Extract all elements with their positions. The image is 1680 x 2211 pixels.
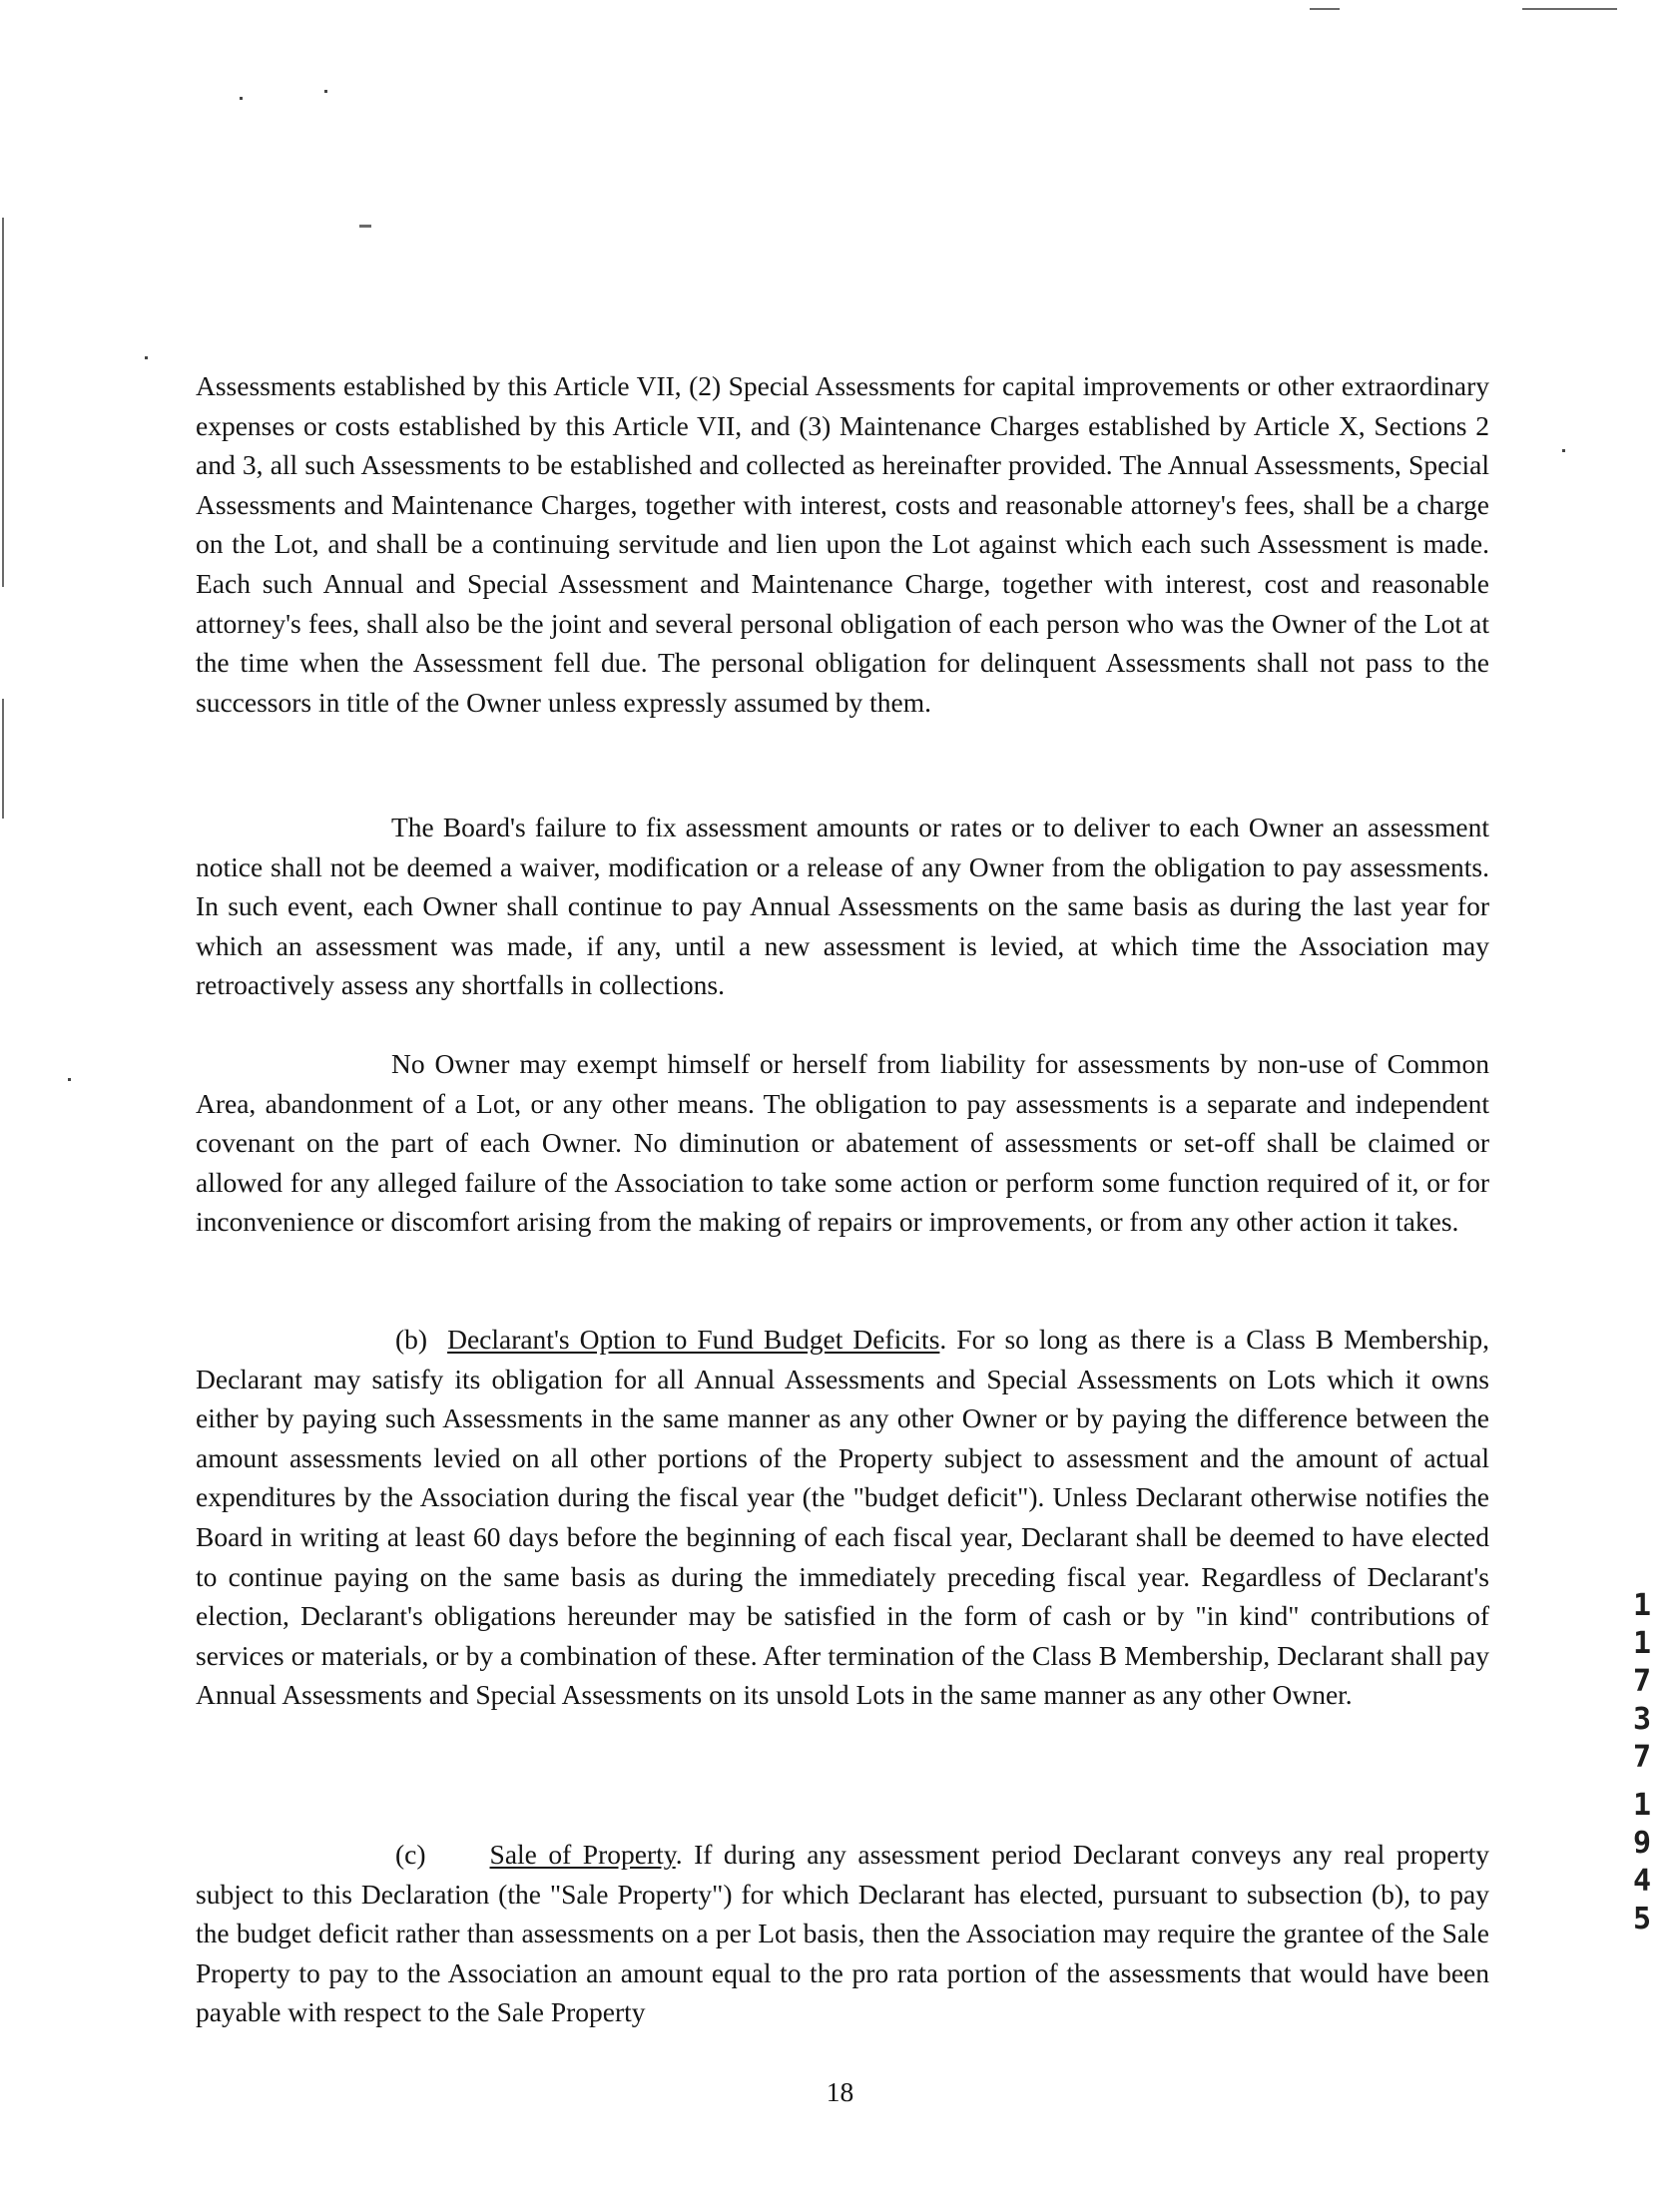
recording-digit: 1 (1632, 1626, 1652, 1661)
scan-artifact-top-mid (1310, 8, 1340, 10)
paragraph-text: . If during any assessment period Declarant conveys any real property subject to this Declaration (the "Sale Property") for which Declarant has elected, pursuant to subsection (b), to pay the budget deficit rather than assessments on a per Lot basis, then the Association may require the grantee of the Sale Property to pay to the Association an amount equal to the pro rata portion of the assessments that would have been payable with respect to the Sale Property (196, 1839, 1489, 2028)
recording-digit: 5 (1632, 1902, 1652, 1936)
scan-artifact-left-edge (2, 218, 4, 587)
recording-digit: 3 (1632, 1702, 1652, 1737)
paragraph-no-exemption (196, 1044, 1489, 1242)
scan-speck (1562, 449, 1565, 452)
scan-artifact-top-right (1522, 8, 1617, 10)
paragraph-budget-deficits (196, 1320, 1489, 1715)
scan-artifact-top-dash (359, 225, 371, 228)
subsection-label: (c) (395, 1839, 426, 1870)
paragraph-assessments-lien (196, 366, 1489, 722)
subsection-heading: Sale of Property (489, 1839, 676, 1870)
recording-number-upper (1627, 1587, 1657, 1777)
subsection-heading: Declarant's Option to Fund Budget Deficits (447, 1324, 940, 1355)
scan-speck (324, 90, 327, 93)
subsection-label: (b) (395, 1324, 428, 1355)
paragraph-text: . For so long as there is a Class B Membership, Declarant may satisfy its obligation for all Annual Assessments and Special Assessments on Lots which it owns either by paying such Assessments in the same manner as any other Owner or by paying the difference between the amount assessments levied on all other portions of the Property subject to assessment and the amount of actual expenditures by the Association during the fiscal year (the "budget deficit"). Unless Declarant otherwise notifies the Board in writing at least 60 days before the beginning of each fiscal year, Declarant shall be deemed to have elected to continue paying on the same basis as during the immediately preceding fiscal year. Regardless of Declarant's election, Declarant's obligations hereunder may be satisfied in the form of cash or by "in kind" contributions of services or materials, or by a combination of these. After termination of the Class B Membership, Declarant shall pay Annual Assessments and Special Assessments on its unsold Lots in the same manner as any other Owner. (196, 1324, 1490, 1711)
paragraph-text: The Board's failure to fix assessment amounts or rates or to deliver to each Owner an assessment notice shall not be deemed a waiver, modification or a release of any Owner from the obligation to pay assessments. In such event, each Owner shall continue to pay Annual Assessments on the same basis as during the last year for which an assessment was made, if any, until a new assessment is levied, at which time the Association may retroactively assess any shortfalls in collections. (196, 812, 1489, 1001)
recording-digit: 7 (1632, 1664, 1652, 1699)
recording-digit: 1 (1632, 1788, 1652, 1823)
recording-digit: 9 (1632, 1826, 1652, 1861)
scan-artifact-left-edge-lower (2, 699, 4, 819)
paragraph-text: Assessments established by this Article VII, (2) Special Assessments for capital improvements or other extraordinary expenses or costs established by this Article VII, and (3) Maintenance Charges established by Article X, Sections 2 and 3, all such Assessments to be established and collected as hereinafter provided. The Annual Assessments, Special Assessments and Maintenance Charges, together with interest, costs and reasonable attorney's fees, shall be a charge on the Lot, and shall be a continuing servitude and lien upon the Lot against which each such Assessment is made. Each such Annual and Special Assessment and Maintenance Charge, together with interest, cost and reasonable attorney's fees, shall also be the joint and several personal obligation of each person who was the Owner of the Lot at the time when the Assessment fell due. The personal obligation for delinquent Assessments shall not pass to the successors in title of the Owner unless expressly assumed by them. (196, 370, 1489, 718)
paragraph-sale-of-property (196, 1835, 1489, 2032)
recording-number-lower (1627, 1787, 1657, 1938)
page-number: 18 (826, 2076, 854, 2107)
recording-digit: 7 (1632, 1740, 1652, 1775)
scan-speck (240, 97, 243, 100)
paragraph-board-failure (196, 808, 1489, 1005)
recording-digit: 1 (1632, 1588, 1652, 1623)
recording-digit: 4 (1632, 1864, 1652, 1899)
paragraph-text: No Owner may exempt himself or herself from liability for assessments by non-use of Common Area, abandonment of a Lot, or any other means. The obligation to pay assessments is a separate and independent covenant on the part of each Owner. No diminution or abatement of assessments or set-off shall be claimed or allowed for any alleged failure of the Association to take some action or perform some function required of it, or for inconvenience or discomfort arising from the making of repairs or improvements, or from any other action it takes. (196, 1048, 1489, 1238)
scan-speck (145, 356, 148, 359)
scan-speck (68, 1078, 71, 1081)
